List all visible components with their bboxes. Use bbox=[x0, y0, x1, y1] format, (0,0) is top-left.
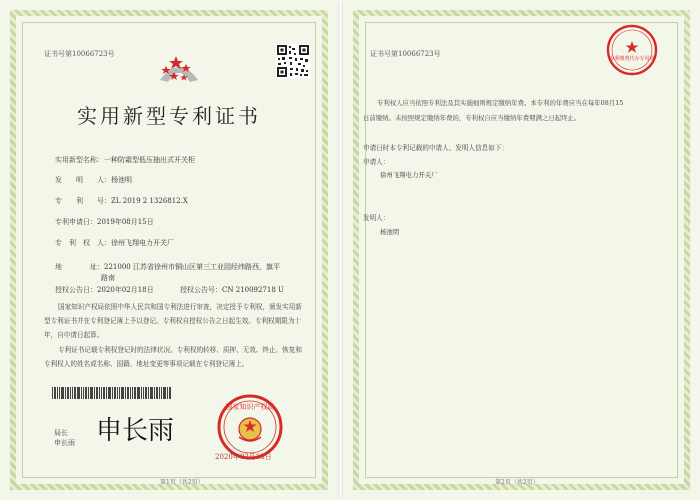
grant-number-row bbox=[180, 285, 284, 295]
inventor-row bbox=[55, 175, 132, 185]
inventor-value: 杨池明 bbox=[380, 228, 400, 236]
patent-number-label: 专 利 号： bbox=[55, 197, 111, 205]
inventor-label: 发明人： bbox=[363, 214, 390, 222]
utility-name-value: 一种防霜型低压抽出式开关柜 bbox=[104, 156, 195, 164]
filing-date-row bbox=[55, 217, 154, 227]
certificate-title: 实用新型专利证书 bbox=[77, 104, 261, 128]
applicant-value: 徐州飞翔电力开关厂 bbox=[380, 171, 438, 179]
signer-name: 申长雨 bbox=[54, 439, 75, 447]
barcode-image bbox=[52, 387, 172, 399]
address-row bbox=[55, 262, 280, 272]
annual-fee-paragraph: 专利权人应当依照专利法及其实施细则规定缴纳年费。本专利的年费应当在每年08月15日前缴纳。未按照规定缴纳年费的，专利权自应当缴纳年费期满之日起终止。 bbox=[363, 99, 624, 122]
page-number: 第2页（共2页） bbox=[495, 479, 539, 486]
certificate-number: 证书号第10066723号 bbox=[44, 50, 115, 58]
inventor-value: 杨池明 bbox=[111, 176, 132, 184]
filing-date-value: 2019年08月15日 bbox=[97, 218, 154, 226]
address-value-line-2: 路南 bbox=[101, 274, 115, 282]
certificate-number: 证书号第10066723号 bbox=[370, 50, 441, 58]
official-seal-icon bbox=[216, 393, 284, 461]
page-number: 第1页（共2页） bbox=[160, 479, 204, 486]
patentee-label: 专 利 权 人： bbox=[55, 239, 111, 247]
patentee-value: 徐州飞翔电力开关厂 bbox=[111, 239, 174, 247]
address-label: 地 址： bbox=[55, 263, 104, 271]
grant-number-label: 授权公告号： bbox=[180, 286, 222, 294]
record-statement: 申请日时本专利记载的申请人、发明人信息如下： bbox=[363, 144, 509, 152]
grant-date-value: 2020年02月18日 bbox=[97, 286, 154, 294]
patent-office-emblem bbox=[154, 50, 204, 92]
grant-date-label: 授权公告日： bbox=[55, 286, 97, 294]
signer-block bbox=[54, 428, 75, 448]
grant-statement-paragraph: 国家知识产权局依照中华人民共和国专利法进行审查，决定授予专利权，颁发实用新型专利证书并在专利登记簿上予以登记。专利权自授权公告之日起生效。专利权期限为十年，自申请日起算。 bbox=[44, 303, 302, 339]
inner-frame bbox=[365, 22, 678, 478]
utility-name-row bbox=[55, 155, 195, 165]
grant-number-value: CN 210092718 U bbox=[222, 286, 284, 294]
legal-status-paragraph: 专利证书记载专利权登记时的法律状况。专利权的转移、质押、无效、终止、恢复和专利权人的姓名或名称、国籍、地址变更等事项记载在专利登记簿上。 bbox=[44, 346, 302, 368]
seal-date: 2020年02月18日 bbox=[215, 453, 272, 461]
patentee-row bbox=[55, 238, 174, 248]
certificate-page-2 bbox=[343, 0, 700, 500]
signer-title: 局长 bbox=[54, 429, 68, 437]
inventor-label: 发 明 人： bbox=[55, 176, 111, 184]
handwritten-signature: 申长雨 bbox=[96, 416, 175, 446]
stamp-text: 专利缴费代办专用章 bbox=[609, 56, 655, 62]
utility-name-label: 实用新型名称： bbox=[55, 156, 104, 164]
address-row-continued bbox=[101, 273, 115, 283]
patent-number-value: ZL 2019 2 1326812.X bbox=[111, 197, 188, 205]
seal-text: 国家知识产权局 bbox=[225, 403, 275, 411]
patent-number-row bbox=[55, 196, 188, 206]
filing-date-label: 专利申请日： bbox=[55, 218, 97, 226]
applicant-label: 申请人： bbox=[363, 158, 390, 166]
qr-code-icon bbox=[276, 44, 310, 78]
address-value-line-1: 221000 江苏省徐州市铜山区第三工业园经纬路西，旗平 bbox=[104, 263, 280, 271]
fee-agency-stamp-icon bbox=[605, 23, 659, 77]
grant-date-row bbox=[55, 285, 154, 295]
certificate-page-1 bbox=[0, 0, 338, 500]
